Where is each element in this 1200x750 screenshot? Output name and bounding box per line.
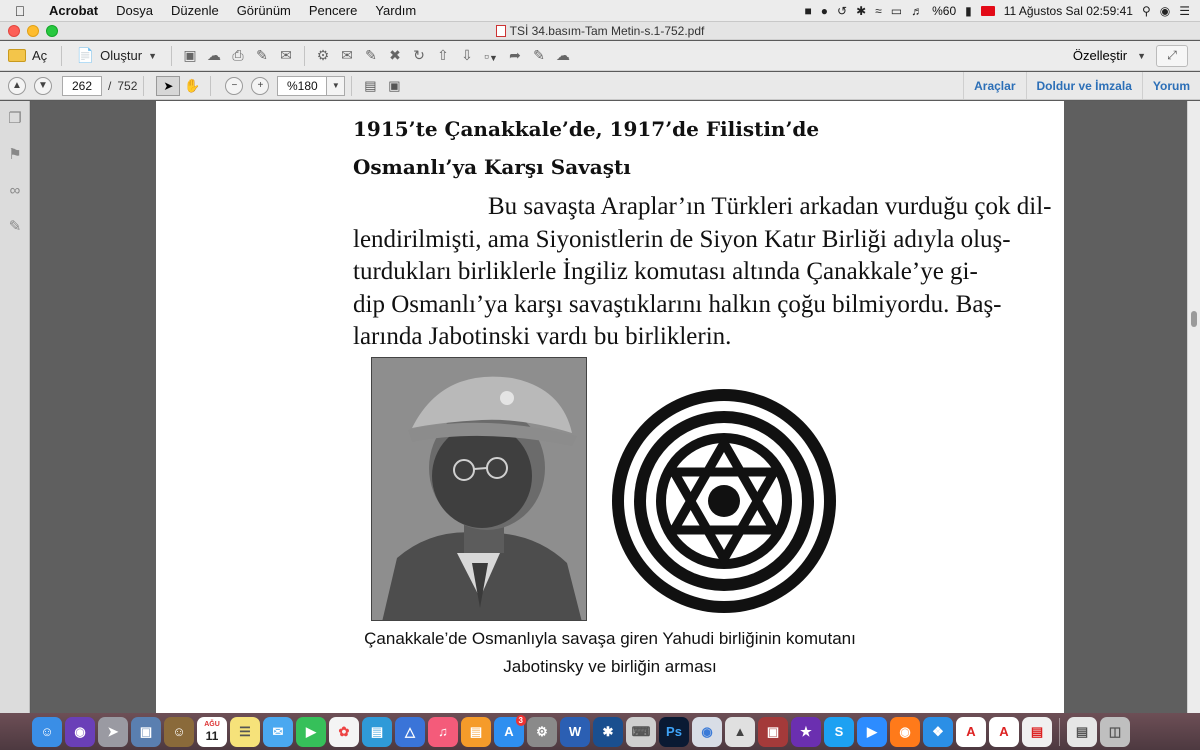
time-machine-icon[interactable]: ↺ (837, 3, 848, 18)
safari-icon[interactable]: ❖ (923, 717, 953, 747)
books-icon[interactable]: ▤ (461, 717, 491, 747)
chevron-down-icon: ▼ (148, 50, 157, 61)
menu-window[interactable]: Pencere (308, 3, 358, 18)
zoom-app-icon[interactable]: ▶ (857, 717, 887, 747)
battery-percentage[interactable]: %60 (932, 3, 957, 18)
comment-bubble-icon[interactable]: ✉ (341, 47, 353, 63)
settings-gear-icon[interactable]: ⚙ (316, 47, 330, 63)
notes-icon[interactable]: ☰ (230, 717, 260, 747)
select-cursor-icon[interactable]: ➤ (156, 76, 180, 96)
photos-icon[interactable]: ✿ (329, 717, 359, 747)
comment-panel-link[interactable]: Yorum (1142, 72, 1200, 99)
toolbar-right (1073, 45, 1200, 67)
trash-icon[interactable]: ◫ (1100, 717, 1130, 747)
page-separator: / (108, 78, 112, 93)
menu-app-acrobat[interactable]: Acrobat (49, 3, 99, 18)
downloads-folder-icon[interactable]: ▤ (1067, 717, 1097, 747)
messages-icon[interactable]: ✉ (263, 717, 293, 747)
zoom-out-button[interactable]: − (225, 77, 243, 95)
vertical-scrollbar[interactable] (1187, 101, 1200, 713)
signatures-icon[interactable]: ✎ (8, 218, 22, 235)
siri-dock-icon[interactable]: ◉ (65, 717, 95, 747)
bluetooth-app-icon[interactable]: ✱ (593, 717, 623, 747)
highlight-icon[interactable]: ✎ (365, 47, 377, 63)
section-heading-line2: Osmanlı’ya Karşı Savaştı (353, 155, 631, 179)
fill-sign-panel-link[interactable]: Doldur ve İmzala (1026, 72, 1142, 99)
rotate-pages-icon[interactable]: ↻ (413, 47, 425, 63)
photoshop-icon[interactable]: Ps (659, 717, 689, 747)
creative-cloud-icon[interactable]: ● (820, 3, 829, 18)
system-preferences-icon[interactable]: ⚙ (527, 717, 557, 747)
section-heading-line1: 1915’te Çanakkale’de, 1917’de Filistin’de (353, 117, 820, 141)
clock-datetime[interactable]: 11 Ağustos Sal 02:59:41 (1003, 3, 1133, 18)
menu-bar (0, 0, 1200, 22)
music-icon[interactable]: ♫ (428, 717, 458, 747)
numbers-icon[interactable]: ▤ (362, 717, 392, 747)
disk-utility-icon[interactable]: ◉ (692, 717, 722, 747)
delete-pages-icon[interactable]: ✖ (389, 47, 401, 63)
bookmarks-icon[interactable]: ⚑ (8, 146, 22, 163)
tools-panel-link[interactable]: Araçlar (963, 72, 1025, 99)
bluetooth-icon[interactable]: ✱ (856, 3, 867, 18)
paragraph-line: lendirilmişti, ama Siyonistlerin de Siyon Katır Birliği adıyla oluş- (353, 225, 1011, 253)
turkish-flag-input-icon[interactable] (981, 6, 995, 16)
keyboard-icon[interactable]: ⌨ (626, 717, 656, 747)
page-thumbnails-icon[interactable]: ❐ (8, 110, 22, 127)
window-title-text: TSİ 34.basım-Tam Metin-s.1-752.pdf (509, 23, 705, 38)
toolbar-divider (210, 76, 211, 96)
menu-edit[interactable]: Düzenle (170, 3, 219, 18)
expand-icon[interactable]: ⤢ (1156, 45, 1188, 67)
status-menus (805, 4, 1200, 18)
scrollbar-thumb[interactable] (1191, 311, 1197, 327)
page-number-input[interactable]: 262 (62, 76, 102, 96)
create-pdf-icon: 📄 (76, 47, 94, 63)
save-icon[interactable]: ▣ (183, 47, 197, 63)
menu-view[interactable]: Görünüm (236, 3, 291, 18)
create-button[interactable] (68, 48, 165, 64)
toolbar-divider (304, 46, 305, 66)
calendar-icon[interactable] (197, 717, 227, 747)
app-store-badge: 3 (516, 715, 526, 726)
contacts-icon[interactable]: ☺ (164, 717, 194, 747)
sign-icon[interactable]: ✎ (533, 47, 545, 63)
keynote-icon[interactable]: △ (395, 717, 425, 747)
zoom-in-button[interactable]: + (251, 77, 269, 95)
facetime-icon[interactable]: ▶ (296, 717, 326, 747)
battery-icon[interactable]: ▮ (965, 3, 972, 18)
calendar-day: 11 (205, 728, 219, 743)
toolbar-divider (143, 76, 144, 96)
zoom-status-icon[interactable]: ■ (804, 3, 812, 18)
extract-pages-icon[interactable]: ⇧ (437, 47, 449, 63)
document-viewport[interactable] (31, 101, 1187, 713)
firefox-icon[interactable]: ◉ (890, 717, 920, 747)
menu-help[interactable]: Yardım (375, 3, 417, 18)
launchpad-icon[interactable]: ➤ (98, 717, 128, 747)
portrait-drawing (372, 358, 587, 621)
imovie-star-icon[interactable]: ★ (791, 717, 821, 747)
toolbar-divider (61, 46, 62, 66)
window-title-bar (0, 22, 1200, 40)
share-arrow-icon[interactable]: ➦ (509, 47, 521, 63)
menu-file[interactable]: Dosya (116, 3, 153, 18)
previous-page-button[interactable]: ▲ (8, 77, 26, 95)
app-store-icon[interactable]: A 3 (494, 717, 524, 747)
navigation-toolbar (0, 72, 1200, 100)
total-pages: 752 (117, 78, 138, 93)
hand-tool-icon[interactable]: ✋ (184, 77, 201, 93)
navigation-pane (0, 101, 30, 713)
volume-icon[interactable]: ♬ (911, 3, 924, 18)
acrobat-dock-icon[interactable]: A (956, 717, 986, 747)
star-of-david-emblem-icon (608, 385, 840, 617)
archive-utility-icon[interactable]: ▲ (725, 717, 755, 747)
edit-icon[interactable]: ✎ (256, 47, 268, 63)
attachments-paperclip-icon[interactable]: ∞ (9, 182, 21, 199)
preview-icon[interactable]: ▣ (131, 717, 161, 747)
open-button[interactable] (0, 48, 55, 63)
figure-caption-line1: Çanakkale’de Osmanlıyla savaşa giren Yahudi birliğinin komutanı (364, 629, 856, 648)
main-toolbar (0, 41, 1200, 71)
print-icon[interactable]: ⎙ (232, 47, 244, 63)
paragraph-line: larında Jabotinski vardı bu birliklerin. (353, 323, 732, 350)
pdf-document-icon[interactable]: ▤ (1022, 717, 1052, 747)
pdf-page (156, 101, 1064, 713)
fit-page-icon[interactable]: ▤ (364, 77, 377, 93)
toolbar-divider (351, 76, 352, 96)
dock (0, 713, 1200, 750)
calendar-month: AĞU (204, 720, 220, 728)
document-cloud-icon[interactable]: ☁ (556, 47, 570, 63)
paragraph-line: turdukları birliklerle İngiliz komutası altında Çanakkale’ye gi- (353, 258, 978, 285)
siri-icon[interactable]: ◉ (1159, 3, 1171, 18)
notification-center-icon[interactable]: ☰ (1179, 3, 1190, 18)
acrobat-reader-icon[interactable]: A (989, 717, 1019, 747)
word-icon[interactable]: W (560, 717, 590, 747)
dock-divider (1059, 718, 1060, 746)
body-paragraph (353, 191, 1052, 354)
folder-icon (8, 49, 26, 62)
jabotinsky-portrait-photo (371, 357, 587, 621)
pdf-file-icon (496, 25, 506, 37)
toolbar-divider (171, 46, 172, 66)
figure-caption-line2: Jabotinsky ve birliğin arması (503, 657, 717, 676)
paragraph-line: dip Osmanlı’ya karşı savaştıklarını halkın çoğu bilmiyordu. Baş- (353, 290, 1002, 318)
stamp-icon[interactable]: ▫▼ (484, 47, 498, 64)
chevron-down-icon[interactable]: ▼ (1137, 50, 1146, 61)
insert-pages-icon[interactable]: ⇩ (461, 47, 473, 63)
next-page-button[interactable]: ▼ (34, 77, 52, 95)
full-screen-icon[interactable]: ▣ (388, 77, 401, 93)
paragraph-line: Bu savaşta Araplar’ın Türkleri arkadan vurduğu çok dil- (488, 193, 1052, 220)
window-title (0, 24, 1200, 38)
zoom-level-input[interactable]: %180 (277, 76, 327, 96)
photo-booth-icon[interactable]: ▣ (758, 717, 788, 747)
skype-icon[interactable]: S (824, 717, 854, 747)
finder-icon[interactable]: ☺ (32, 717, 62, 747)
open-label: Aç (32, 48, 48, 63)
zoom-dropdown-icon[interactable]: ▼ (327, 76, 345, 96)
wifi-icon[interactable]: ≈ (875, 3, 882, 18)
spotlight-search-icon[interactable]: ⚲ (1141, 3, 1151, 18)
task-panels (963, 72, 1200, 99)
upload-cloud-icon[interactable]: ☁ (207, 47, 221, 63)
create-label: Oluştur (100, 48, 143, 63)
customize-dropdown[interactable]: Özelleştir (1072, 48, 1128, 63)
email-icon[interactable]: ✉ (280, 47, 292, 63)
apple-menu-icon[interactable] (0, 3, 40, 19)
airplay-icon[interactable]: ▭ (890, 3, 903, 18)
